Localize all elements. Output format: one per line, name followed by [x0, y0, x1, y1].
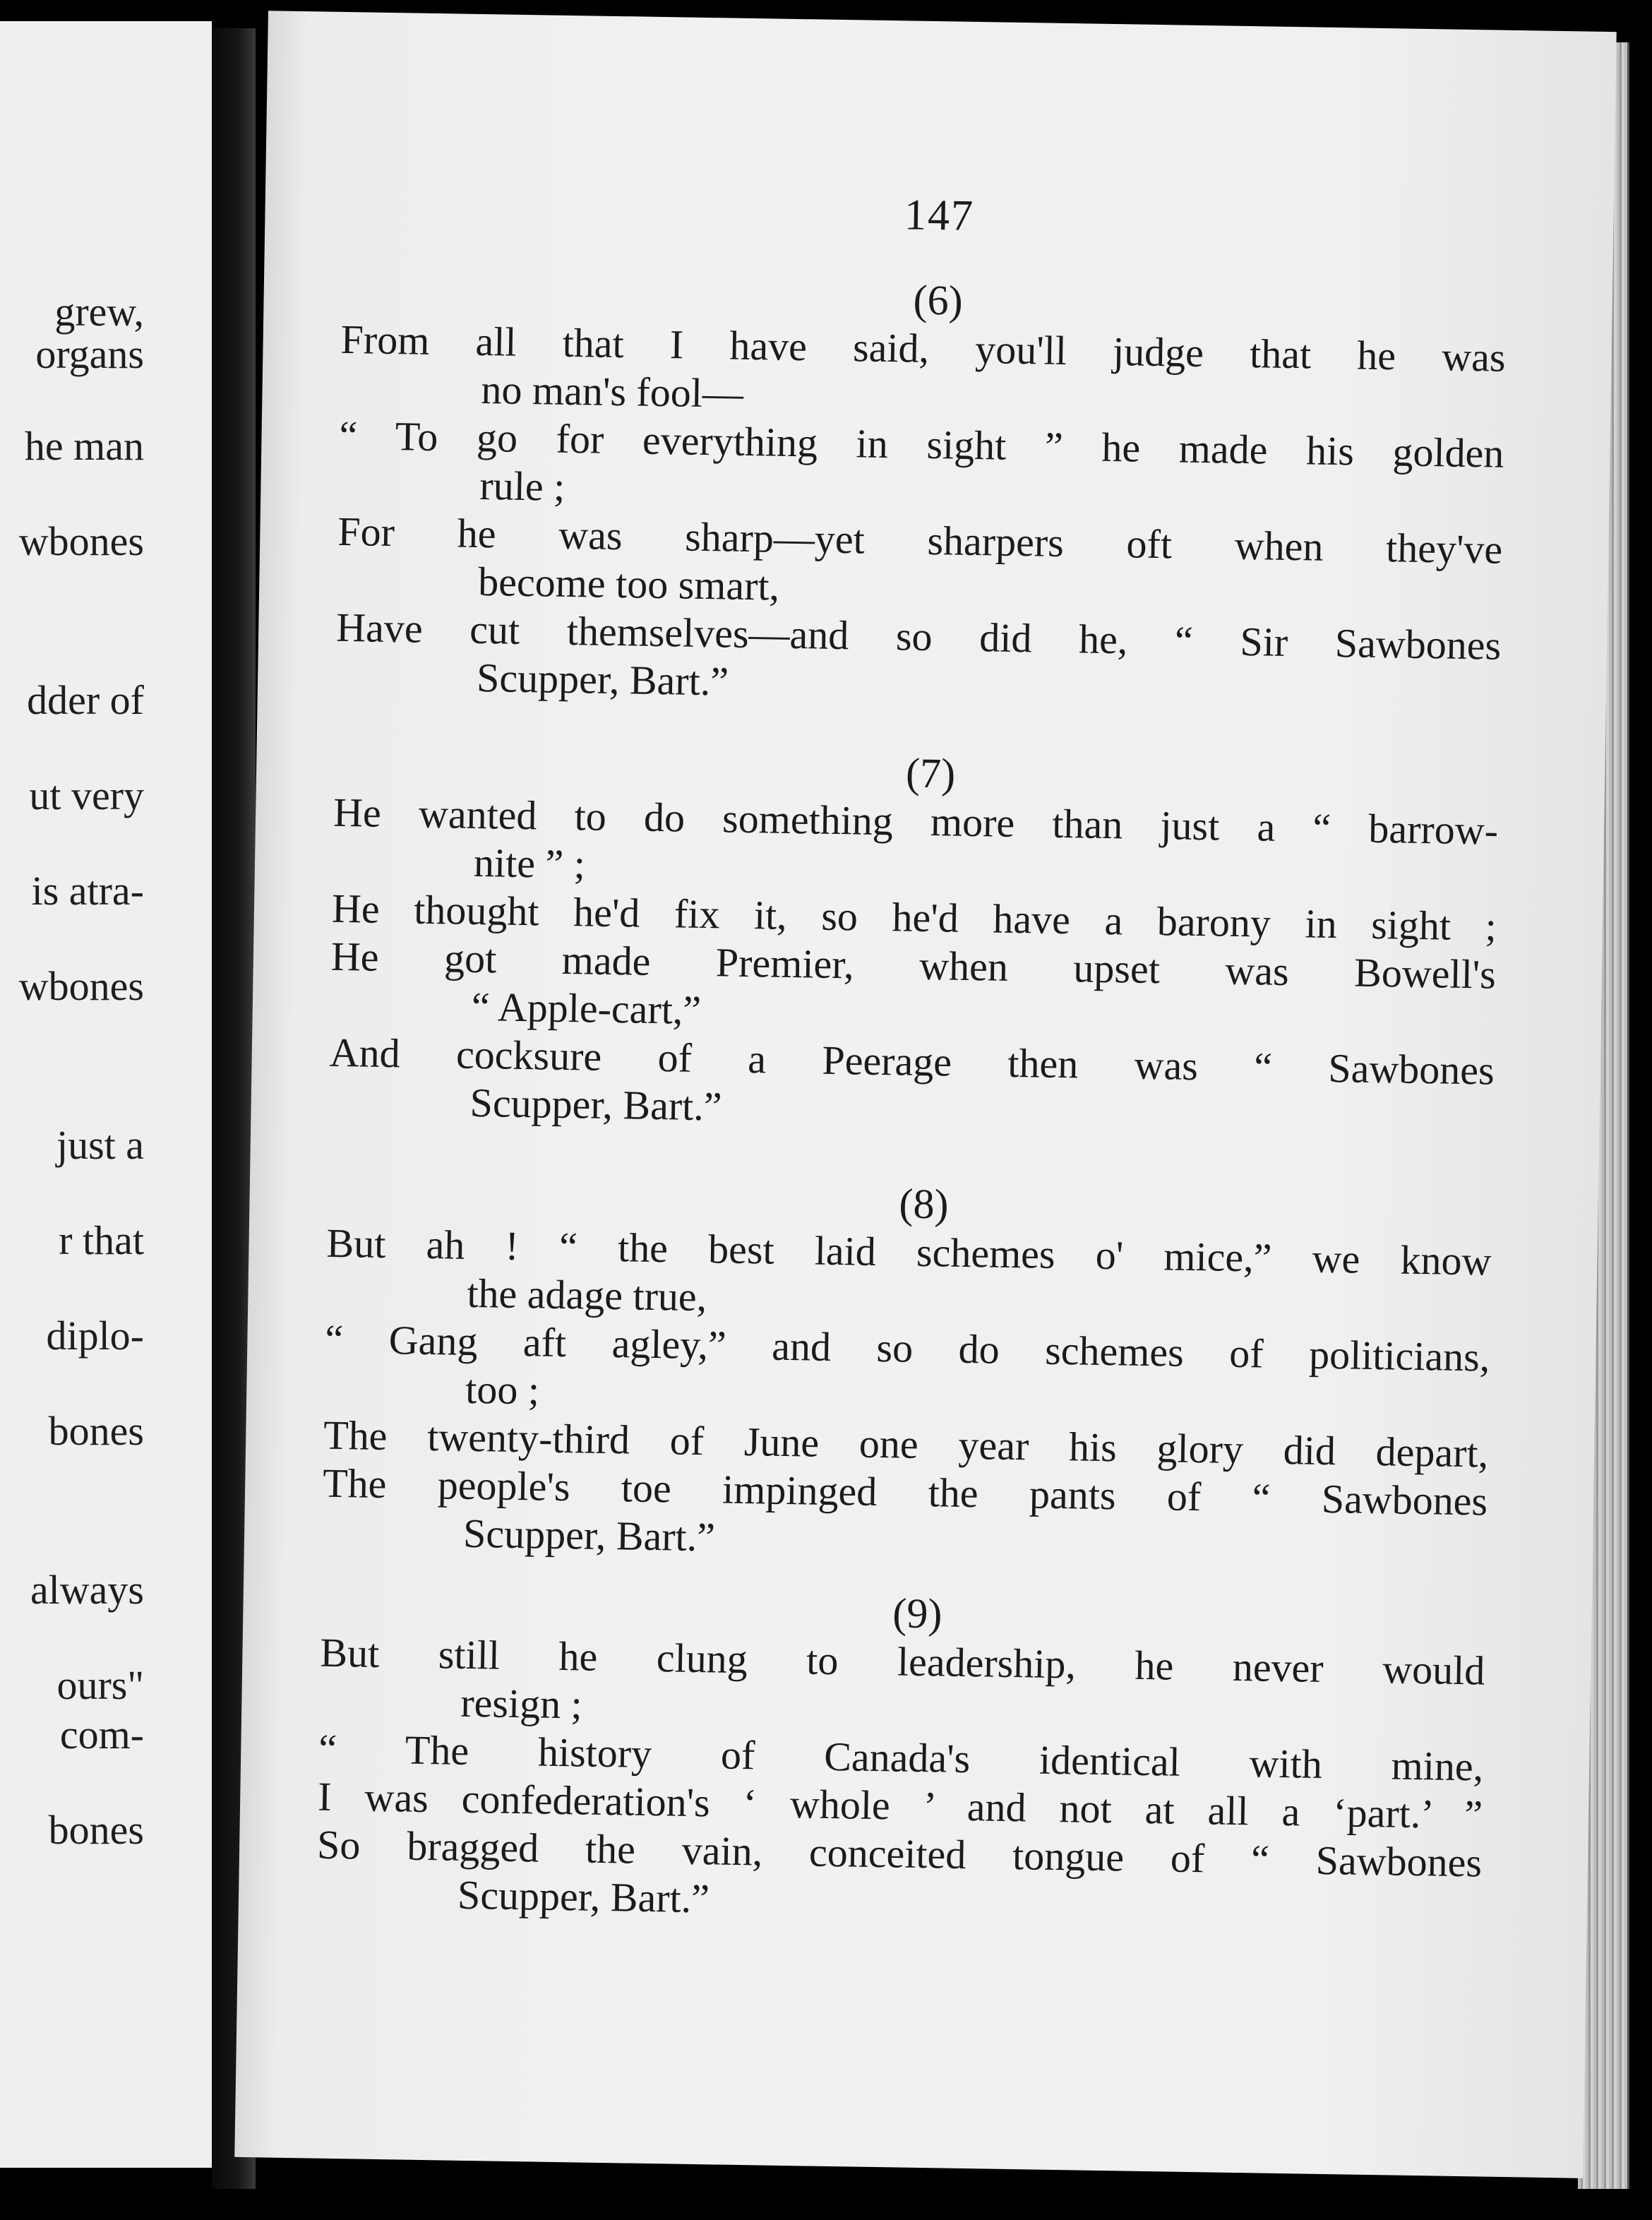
verse-line: So bragged the vain, conceited tongue of “ Sawbones	[316, 1821, 1483, 1886]
facing-page-line: just a	[56, 1122, 144, 1168]
facing-page-line: he man	[24, 423, 144, 469]
verse-line: Scupper, Bart.”	[476, 654, 729, 705]
verse-line: nite ” ;	[473, 839, 586, 888]
stanza-number: (8)	[899, 1180, 950, 1228]
stanza	[239, 1578, 1592, 1937]
verse-line: “ The history of Canada's identical with mine,	[318, 1725, 1484, 1790]
stanza	[244, 1169, 1598, 1575]
verse-line: The twenty-third of June one year his glory did depart,	[323, 1412, 1489, 1476]
stanza-number: (6)	[913, 276, 964, 324]
stanza	[258, 265, 1612, 720]
verse-line: The people's toe impinged the pants of “ Sawbones	[322, 1460, 1488, 1524]
facing-page-line: bones	[48, 1408, 144, 1454]
verse-line: Scupper, Bart.”	[462, 1510, 716, 1560]
facing-page-line: is atra-	[31, 868, 144, 914]
stanza-number: (9)	[892, 1589, 942, 1637]
facing-page-line: wbones	[18, 518, 144, 564]
verse-line: become too smart,	[477, 558, 780, 609]
verse-line: Have cut themselves—and so did he, “ Sir Sawbones	[335, 604, 1502, 669]
verse-line: too ;	[465, 1366, 540, 1414]
verse-line: But still he clung to leadership, he never would	[319, 1629, 1485, 1694]
verse-line: no man's fool—	[481, 366, 744, 417]
facing-page-line: r that	[59, 1217, 144, 1263]
verse-line: Scupper, Bart.”	[457, 1871, 710, 1922]
book-page	[234, 11, 1617, 2178]
verse-line: I was confederation's ‘ whole ’ and not at all a ‘part.’ ”	[317, 1773, 1483, 1838]
verse-line: the adage true,	[466, 1270, 707, 1320]
facing-page-line: diplo-	[46, 1313, 144, 1359]
verse-line: He thought he'd fix it, so he'd have a barony in sight ;	[331, 885, 1497, 950]
verse-line: rule ;	[479, 462, 565, 510]
facing-page-line: always	[30, 1567, 144, 1613]
verse-line: For he was sharp—yet sharpers oft when they've	[337, 508, 1503, 573]
facing-page-line: dder of	[27, 677, 144, 723]
verse-line: But ah ! “ the best laid schemes o' mice,” we know	[326, 1219, 1492, 1284]
verse-line: “ To go for everything in sight ” he made his golden	[339, 412, 1504, 477]
verse-line: Scupper, Bart.”	[469, 1079, 723, 1130]
facing-page-line: ut very	[29, 772, 144, 818]
stanza-number: (7)	[905, 749, 956, 797]
facing-page-line: com-	[59, 1712, 144, 1758]
stanza	[251, 738, 1605, 1145]
verse-line: “ Gang aft agley,” and so do schemes of politicians,	[324, 1315, 1490, 1380]
verse-line: From all that I have said, you'll judge that he was	[340, 316, 1507, 381]
verse-line: He wanted to do something more than just a “ barrow-	[333, 789, 1499, 854]
verse-line: And cocksure of a Peerage then was “ Sawbones	[329, 1029, 1495, 1094]
facing-page-line: bones	[48, 1807, 144, 1853]
facing-page-line: grew,	[54, 289, 144, 335]
facing-page-line: ours"	[56, 1662, 144, 1708]
verse-line: “ Apple-cart,”	[471, 983, 702, 1033]
verse-line: resign ;	[460, 1679, 583, 1728]
verse-line: He got made Premier, when upset was Bowell's	[330, 933, 1497, 998]
facing-page-line: organs	[35, 331, 144, 377]
facing-page-line: wbones	[18, 963, 144, 1009]
facing-page	[0, 21, 212, 2168]
page-number: 147	[904, 191, 975, 240]
